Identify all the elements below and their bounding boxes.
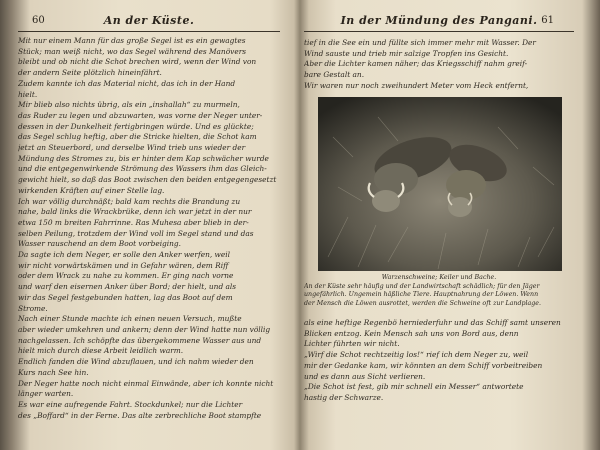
warthog-photo-drawing	[318, 97, 562, 271]
right-page	[304, 0, 574, 450]
left-page-number: 60	[32, 15, 45, 26]
text-line: gewicht hielt, so daß das Boot zwischen den beiden entgegengesetzt	[18, 175, 277, 185]
text-line: tief in die See ein und füllte sich immer mehr mit Wasser. Der	[304, 38, 536, 47]
text-line: wir das Segel festgebunden hatten, lag das Boot auf dem	[18, 292, 233, 302]
text-line: wir nicht vorwärtskämen und in Gefahr wären, dem Riff	[18, 260, 229, 270]
right-page-number: 61	[541, 15, 554, 26]
text-line: als eine heftige Regenbö herniederfuhr und das Schiff samt unseren	[304, 318, 561, 327]
text-line: Blicken entzog. Kein Mensch sah uns von Bord aus, denn	[304, 328, 519, 338]
text-line: etwa 150 m breiten Fahrrinne. Ras Muhesa aber blieb in der-	[18, 217, 249, 227]
left-body-text	[18, 36, 280, 421]
text-line: das Segel schlug heftig, aber die Stricke hielten, die Schot kam	[18, 132, 257, 142]
text-line: Ich war völlig durchnäßt; bald kam rechts die Brandung zu	[18, 196, 241, 206]
caption-line: der Mensch die Löwen ausrottet, werden die Schweine oft zur Landplage.	[304, 299, 542, 307]
text-line: des „Boffard“ in der Ferne. Das alte zerbrechliche Boot stampfte	[18, 410, 262, 420]
photo-caption	[304, 274, 574, 308]
caption-title: Warzenschweine; Keiler und Bache.	[381, 274, 497, 281]
text-line: Wir waren nur noch zweihundert Meter vom Heck entfernt,	[304, 80, 529, 90]
warthog-photo	[318, 97, 562, 271]
text-line: und warf den eisernen Anker über Bord; der hielt, und als	[18, 282, 237, 292]
text-line: Wasser rauschend an dem Boot vorbeiging.	[18, 239, 181, 249]
text-line: hastig der Schwarze.	[304, 392, 384, 402]
text-line: hielt mich durch diese Arbeit leidlich warm.	[18, 346, 184, 356]
text-line: länger warten.	[18, 389, 74, 399]
right-header-rule	[304, 31, 574, 32]
text-line: Lichter führten wir nicht.	[304, 339, 400, 349]
caption-line: An der Küste sehr häufig und der Landwirtschaft schädlich; für den Jäger	[304, 282, 540, 290]
right-body-bottom	[304, 318, 574, 404]
text-line: wirkenden Kräften auf einer Stelle lag.	[18, 185, 165, 195]
text-line: und die entgegenwirkende Strömung des Wassers ihm das Gleich-	[18, 164, 267, 174]
text-line: das Ruder zu legen und abzuwarten, was vorne der Neger unter-	[18, 110, 263, 120]
text-line: nachgelassen. Ich schöpfte das übergekommene Wasser aus und	[18, 335, 262, 345]
text-line: Nach einer Stunde machte ich einen neuen Versuch, mußte	[18, 314, 242, 324]
text-line: bare Gestalt an.	[304, 70, 365, 80]
right-header	[304, 14, 574, 30]
left-page	[18, 0, 280, 450]
text-line: aber wieder umkehren und ankern; denn der Wind hatte nun völlig	[18, 324, 271, 334]
text-line: Stück; man weiß nicht, wo das Segel während des Manövers	[18, 46, 247, 56]
text-line: nahe, bald links die Wrackbrüke, denn ich war jetzt in der nur	[18, 207, 252, 217]
text-line: jetzt an Steuerbord, und derselbe Wind trieb uns wieder der	[18, 143, 246, 153]
text-line: „Die Schot ist fest, gib mir schnell ein Messer“ antwortete	[304, 382, 524, 392]
text-line: bleibt und ob nicht die Schot brechen wird, wenn der Wind von	[18, 57, 257, 67]
text-line: Es war eine aufregende Fahrt. Stockdunkel; nur die Lichter	[18, 399, 243, 409]
left-running-head: An der Küste.	[103, 14, 195, 27]
text-line: Zudem kannte ich das Material nicht, das ich in der Hand	[18, 78, 236, 88]
text-line: Mit nur einem Mann für das große Segel ist es ein gewagtes	[18, 36, 246, 45]
text-line: Kurs nach See hin.	[18, 367, 89, 377]
text-line: Strome.	[18, 303, 48, 313]
text-line: und es dann aus Sicht verlieren.	[304, 371, 426, 381]
text-line: Der Neger hatte noch nicht einmal Einwände, aber ich konnte nicht	[18, 378, 274, 388]
left-header	[18, 14, 280, 30]
right-body-top	[304, 38, 574, 92]
text-line: oder dem Wrack zu nahe zu kommen. Er ging nach vorne	[18, 271, 234, 281]
text-line: der andern Seite plötzlich hineinfährt.	[18, 68, 162, 78]
text-line: Da sagte ich dem Neger, er solle den Anker werfen, weil	[18, 250, 230, 260]
text-line: dessen in der Dunkelheit fertigbringen würde. Und es glückte;	[18, 121, 254, 131]
text-line: „Wirf die Schot rechtzeitig los!“ rief ich dem Neger zu, weil	[304, 350, 529, 360]
text-line: Mündung des Stromes zu, bis er hinter dem Kap schwächer wurde	[18, 153, 269, 163]
text-line: selben Peilung, trotzdem der Wind voll im Segel stand und das	[18, 228, 254, 238]
text-line: Endlich fanden die Wind abzuflauen, und ich nahm wieder den	[18, 357, 254, 367]
text-line: Mir blieb also nichts übrig, als ein „inshallah“ zu murmeln,	[18, 100, 240, 110]
caption-line: ungefährlich. Ungemein häßliche Tiere. Hauptnahrung der Löwen. Wenn	[304, 291, 539, 299]
left-header-rule	[18, 31, 280, 32]
text-line: Wind sauste und trieb mir salzige Tropfen ins Gesicht.	[304, 48, 509, 58]
text-line: Aber die Lichter kamen näher; das Kriegsschiff nahm greif-	[304, 59, 528, 69]
right-running-head: In der Mündung des Pangani.	[340, 14, 538, 27]
text-line: mir der Gedanke kam, wir könnten an dem Schiff vorbeitreiben	[304, 360, 543, 370]
text-line: hielt.	[18, 89, 38, 99]
